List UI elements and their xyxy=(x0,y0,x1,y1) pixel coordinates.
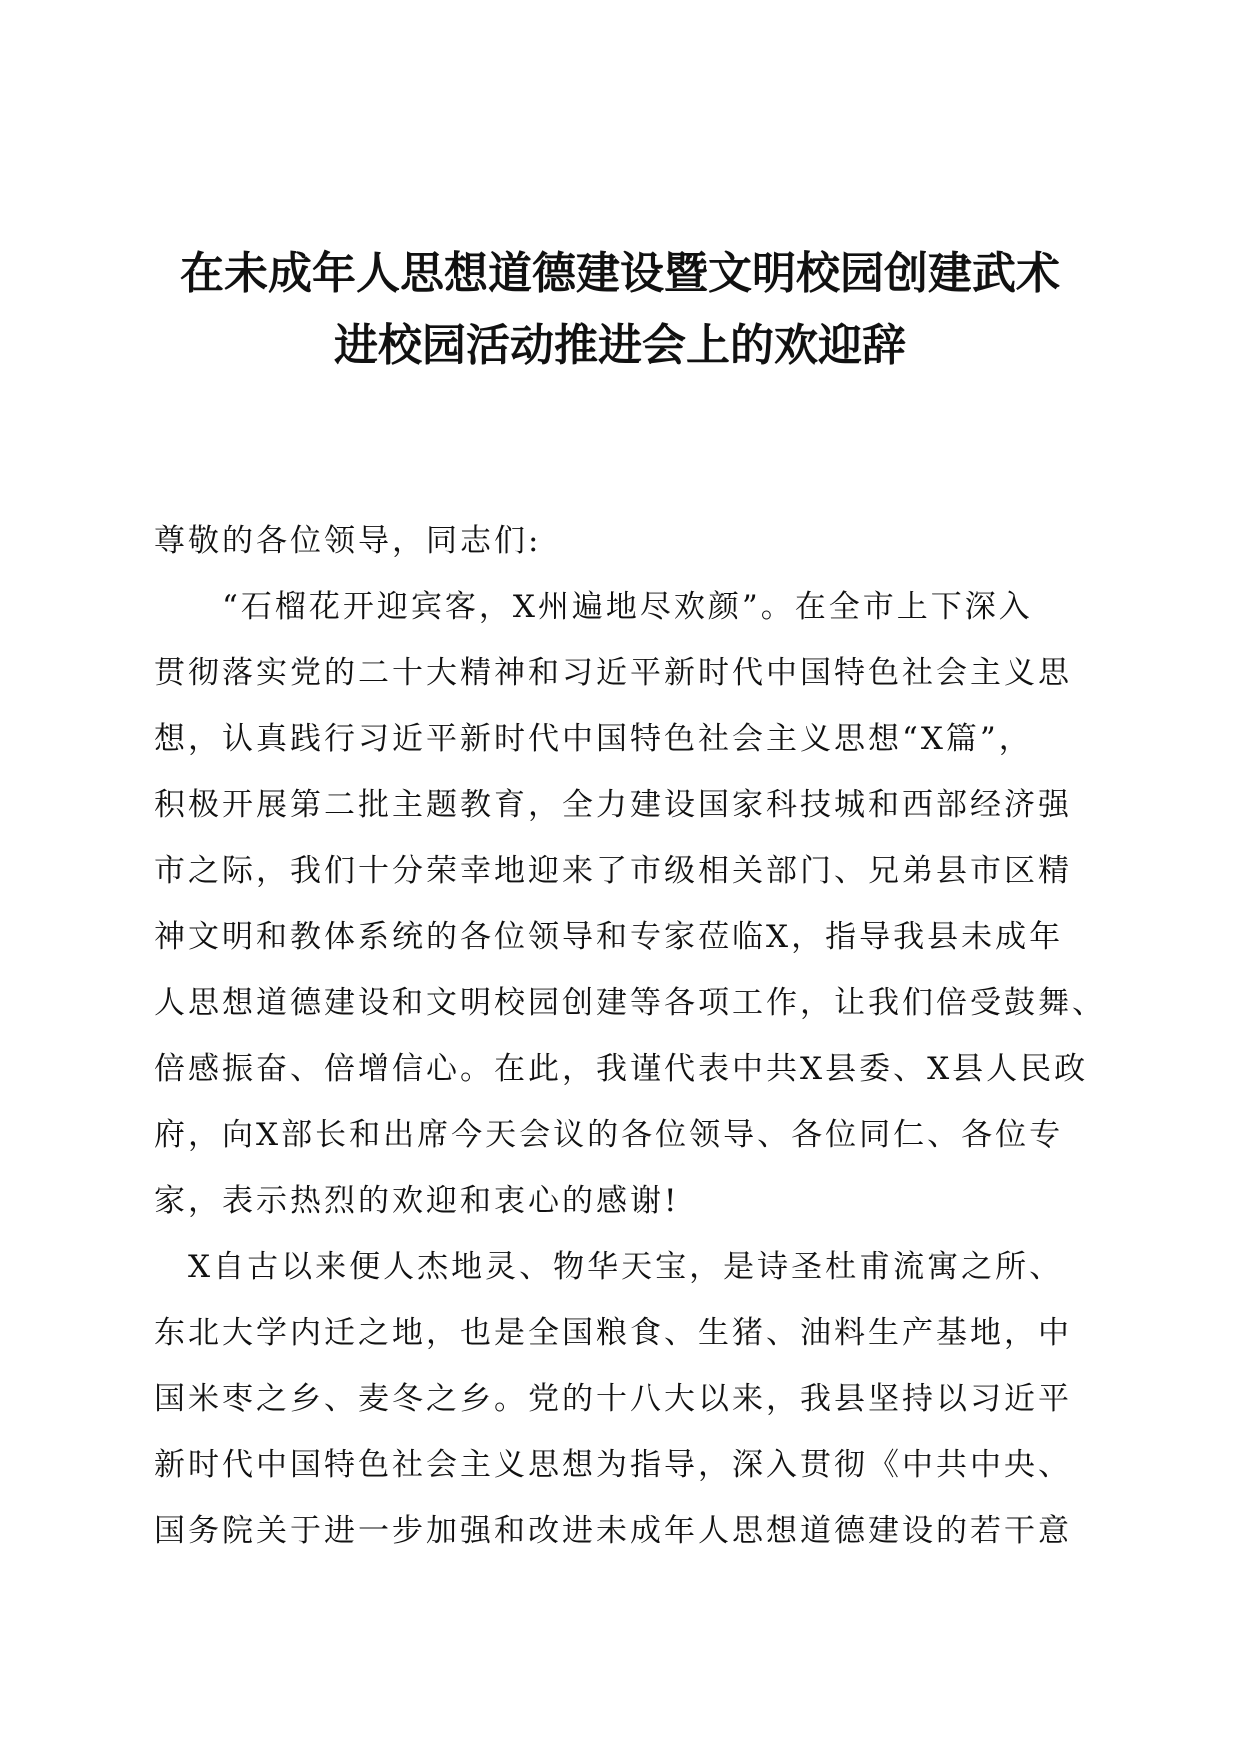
body-line: X自古以来便人杰地灵、物华天宝，是诗圣杜甫流寓之所、 xyxy=(154,1249,1064,1285)
body-line: 国米枣之乡、麦冬之乡。党的十八大以来，我县坚持以习近平 xyxy=(154,1381,1072,1417)
body-line: 东北大学内迁之地，也是全国粮食、生猪、油料生产基地，中 xyxy=(154,1315,1072,1351)
body-line: 贯彻落实党的二十大精神和习近平新时代中国特色社会主义思 xyxy=(154,655,1072,691)
title-line: 进校园活动推进会上的欢迎辞 xyxy=(334,320,906,371)
body-line: 府，向X部长和出席今天会议的各位领导、各位同仁、各位专 xyxy=(154,1117,1064,1153)
document-title xyxy=(150,238,1090,382)
document-body xyxy=(154,508,1106,1564)
body-line: 新时代中国特色社会主义思想为指导，深入贯彻《中共中央、 xyxy=(154,1447,1072,1483)
body-line: 家，表示热烈的欢迎和衷心的感谢! xyxy=(154,1183,680,1219)
body-line: 国务院关于进一步加强和改进未成年人思想道德建设的若干意 xyxy=(154,1513,1072,1549)
title-line: 在未成年人思想道德建设暨文明校园创建武术 xyxy=(180,248,1060,299)
body-line: 人思想道德建设和文明校园创建等各项工作，让我们倍受鼓舞、 xyxy=(154,985,1106,1021)
body-line: 倍感振奋、倍增信心。在此，我谨代表中共X县委、X县人民政 xyxy=(154,1051,1089,1087)
body-line: “石榴花开迎宾客，X州遍地尽欢颜”。在全市上下深入 xyxy=(154,589,1033,625)
body-line: 积极开展第二批主题教育，全力建设国家科技城和西部经济强 xyxy=(154,787,1072,823)
body-line: 想，认真践行习近平新时代中国特色社会主义思想“X篇”， xyxy=(154,721,1033,757)
body-line: 神文明和教体系统的各位领导和专家莅临X，指导我县未成年 xyxy=(154,919,1064,955)
body-line: 市之际，我们十分荣幸地迎来了市级相关部门、兄弟县市区精 xyxy=(154,853,1072,889)
salutation: 尊敬的各位领导，同志们: xyxy=(154,523,542,559)
